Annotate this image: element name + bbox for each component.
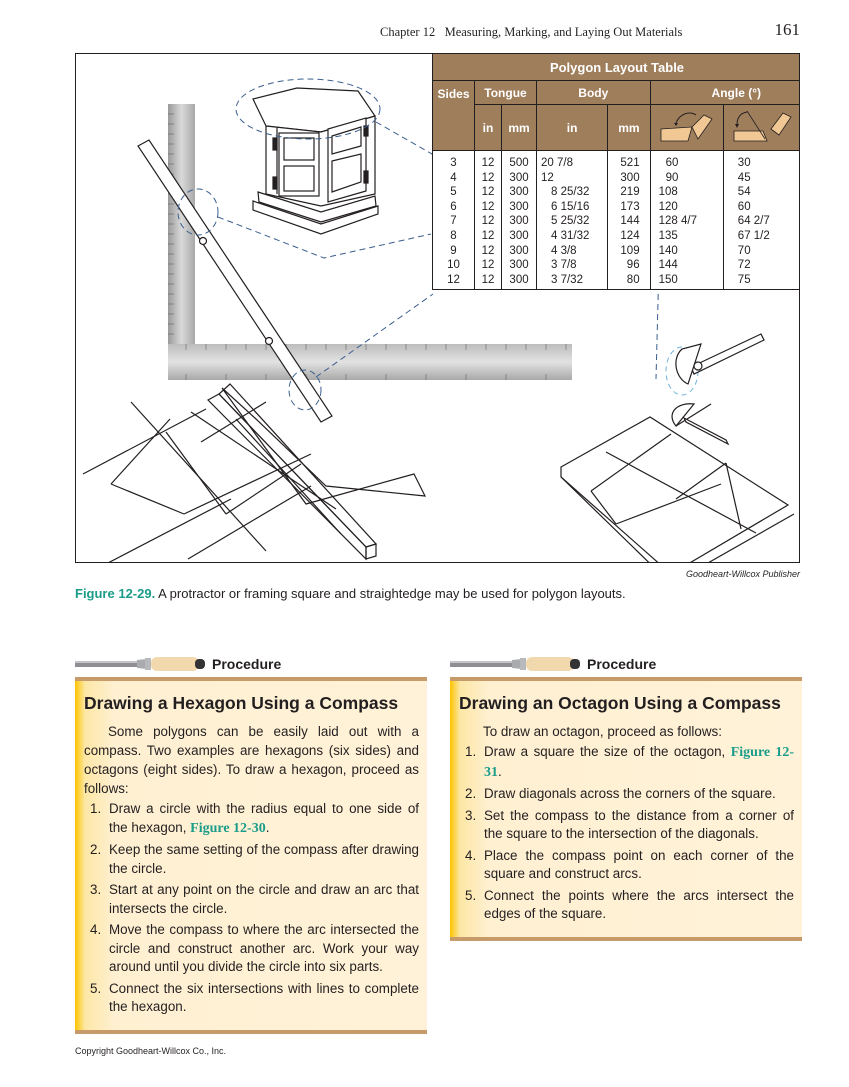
table-row [433, 258, 801, 273]
cell-body-in: 4 31/32 [537, 229, 608, 244]
procedure-step [84, 800, 419, 838]
col-header-tongue: Tongue [475, 81, 537, 105]
cell-body-mm: 219 [608, 185, 650, 200]
cell-sides: 5 [433, 185, 475, 200]
cell-angle-bevel: 54 [723, 185, 800, 200]
figure-12-29 [75, 53, 800, 563]
chapter-number: Chapter 12 [380, 25, 436, 39]
cell-angle-bevel: 45 [723, 171, 800, 186]
procedure-step [84, 921, 419, 977]
procedure-title: Drawing a Hexagon Using a Compass [84, 693, 399, 713]
step-text: Place the compass point on each corner of the square and construct arcs. [484, 847, 794, 881]
cell-body-mm: 144 [608, 214, 650, 229]
col-header-body-mm: mm [608, 105, 650, 151]
copyright-footer: Copyright Goodheart-Willcox Co., Inc. [75, 1046, 227, 1056]
miter-angle-board-icon [658, 109, 716, 143]
procedure-octagon [450, 653, 802, 941]
cell-tongue-mm: 300 [502, 214, 537, 229]
table-row [433, 214, 801, 229]
cell-body-in: 3 7/32 [537, 273, 608, 290]
page-number: 161 [774, 20, 800, 39]
col-header-tongue-mm: mm [502, 105, 537, 151]
chisel-icon [75, 656, 209, 672]
procedure-step [459, 743, 794, 782]
cell-tongue-in: 12 [475, 200, 502, 215]
cell-angle-miter: 108 [650, 185, 723, 200]
cell-tongue-in: 12 [475, 244, 502, 259]
step-text: Draw a circle with the radius equal to one side of the hexagon, [109, 801, 419, 835]
procedure-title: Drawing an Octagon Using a Compass [459, 693, 781, 713]
cell-body-in: 12 [537, 171, 608, 186]
procedure-box [75, 677, 427, 1034]
step-text: Connect the points where the arcs intersect the edges of the square. [484, 887, 794, 921]
figure-caption [75, 586, 626, 601]
cell-angle-miter: 140 [650, 244, 723, 259]
step-text-end: . [498, 763, 502, 779]
step-text: Set the compass to the distance from a corner of the square to the intersection of the diagonals. [484, 807, 794, 841]
cell-angle-miter: 144 [650, 258, 723, 273]
cell-body-mm: 80 [608, 273, 650, 290]
hexagonal-cabinet [253, 88, 378, 234]
procedure-step [84, 881, 419, 918]
procedure-step [459, 785, 794, 804]
cell-tongue-mm: 500 [502, 151, 537, 171]
col-header-angle-miter [650, 105, 723, 151]
cell-body-in: 3 7/8 [537, 258, 608, 273]
cell-tongue-in: 12 [475, 273, 502, 290]
polygon-layout-board-right [561, 404, 794, 563]
cell-angle-miter: 90 [650, 171, 723, 186]
col-header-angle: Angle (°) [650, 81, 800, 105]
cell-tongue-in: 12 [475, 214, 502, 229]
cell-body-mm: 300 [608, 171, 650, 186]
procedure-hexagon [75, 653, 427, 1034]
cell-angle-bevel: 75 [723, 273, 800, 290]
cell-angle-bevel: 60 [723, 200, 800, 215]
cell-body-mm: 109 [608, 244, 650, 259]
step-text: Move the compass to where the arc intersected the circle and construct another arc. Work your way around until you divide the circle into six parts. [109, 922, 419, 974]
cell-sides: 10 [433, 258, 475, 273]
cell-sides: 4 [433, 171, 475, 186]
chapter-heading [380, 25, 682, 40]
cell-tongue-mm: 300 [502, 200, 537, 215]
cell-tongue-in: 12 [475, 151, 502, 171]
cell-body-mm: 173 [608, 200, 650, 215]
chisel-icon [450, 656, 584, 672]
cell-body-mm: 521 [608, 151, 650, 171]
table-row [433, 151, 801, 171]
procedure-box [450, 677, 802, 941]
cell-angle-bevel: 64 2/7 [723, 214, 800, 229]
procedure-intro: To draw an octagon, proceed as follows: [483, 724, 722, 739]
procedure-step [84, 841, 419, 878]
cell-tongue-in: 12 [475, 258, 502, 273]
procedure-header [450, 653, 802, 677]
bevel-angle-board-icon [731, 109, 793, 143]
cell-angle-bevel: 30 [723, 151, 800, 171]
cell-angle-miter: 60 [650, 151, 723, 171]
step-number: 1. [465, 744, 477, 759]
table-row [433, 200, 801, 215]
step-number: 2. [90, 842, 102, 857]
cell-angle-miter: 120 [650, 200, 723, 215]
table-row [433, 244, 801, 259]
col-header-sides-spacer [433, 105, 475, 151]
figure-credit: Goodheart-Willcox Publisher [686, 569, 800, 579]
cell-body-mm: 96 [608, 258, 650, 273]
cell-tongue-mm: 300 [502, 229, 537, 244]
polygon-layout-table [432, 53, 800, 290]
running-head [380, 20, 800, 42]
col-header-sides: Sides [433, 81, 475, 105]
cell-angle-miter: 150 [650, 273, 723, 290]
step-text: Draw diagonals across the corners of the square. [484, 786, 776, 801]
cell-body-in: 6 15/16 [537, 200, 608, 215]
procedure-label: Procedure [212, 656, 282, 672]
col-header-body-in: in [537, 105, 608, 151]
figure-caption-text: A protractor or framing square and straightedge may be used for polygon layouts. [155, 586, 626, 601]
procedure-steps [459, 743, 794, 924]
figure-reference-link[interactable]: Figure 12-31 [484, 745, 794, 780]
step-text: Start at any point on the circle and draw an arc that intersects the circle. [109, 882, 419, 916]
cell-tongue-mm: 300 [502, 185, 537, 200]
step-number: 4. [465, 847, 477, 863]
procedure-step [459, 807, 794, 844]
col-header-angle-bevel [723, 105, 800, 151]
procedure-header [75, 653, 427, 677]
step-text: Draw a square the size of the octagon, [484, 744, 731, 759]
cell-sides: 9 [433, 244, 475, 259]
table-row [433, 171, 801, 186]
cell-angle-bevel: 70 [723, 244, 800, 259]
procedure-intro: Some polygons can be easily laid out with a compass. Two examples are hexagons (six sides) and octagons (eight sides). To draw a hexagon, proceed as follows: [84, 724, 419, 796]
procedure-label: Procedure [587, 656, 657, 672]
table-row [433, 185, 801, 200]
figure-reference-link[interactable]: Figure 12-30 [190, 820, 266, 836]
cell-angle-bevel: 72 [723, 258, 800, 273]
procedure-steps [84, 800, 419, 1017]
procedure-step [459, 847, 794, 884]
cell-body-in: 5 25/32 [537, 214, 608, 229]
cell-sides: 3 [433, 151, 475, 171]
figure-caption-label: Figure 12-29. [75, 586, 156, 601]
polygon-layout-board-left [83, 384, 425, 563]
cell-tongue-in: 12 [475, 185, 502, 200]
step-text-end: . [265, 819, 270, 835]
table-row [433, 229, 801, 244]
chapter-title: Measuring, Marking, and Laying Out Materials [444, 25, 683, 39]
col-header-body: Body [537, 81, 651, 105]
cell-body-in: 4 3/8 [537, 244, 608, 259]
cell-tongue-mm: 300 [502, 273, 537, 290]
cell-tongue-mm: 300 [502, 244, 537, 259]
cell-angle-miter: 135 [650, 229, 723, 244]
step-number: 5. [465, 887, 477, 903]
cell-angle-bevel: 67 1/2 [723, 229, 800, 244]
cell-sides: 7 [433, 214, 475, 229]
step-text: Connect the six intersections with lines to complete the hexagon. [109, 980, 419, 1014]
step-number: 1. [90, 801, 102, 816]
cell-sides: 12 [433, 273, 475, 290]
step-text: Keep the same setting of the compass after drawing the circle. [109, 842, 419, 876]
step-number: 2. [465, 786, 477, 801]
cell-tongue-in: 12 [475, 171, 502, 186]
table-title: Polygon Layout Table [433, 54, 801, 81]
cell-body-mm: 124 [608, 229, 650, 244]
protractor [676, 334, 764, 384]
cell-body-in: 20 7/8 [537, 151, 608, 171]
procedure-step [84, 980, 419, 1017]
cell-sides: 6 [433, 200, 475, 215]
cell-tongue-mm: 300 [502, 171, 537, 186]
cell-angle-miter: 128 4/7 [650, 214, 723, 229]
cell-tongue-in: 12 [475, 229, 502, 244]
cell-body-in: 8 25/32 [537, 185, 608, 200]
cell-tongue-mm: 300 [502, 258, 537, 273]
step-number: 3. [90, 882, 102, 897]
step-number: 3. [465, 807, 477, 823]
cell-sides: 8 [433, 229, 475, 244]
step-number: 5. [90, 980, 102, 996]
procedure-step [459, 887, 794, 924]
col-header-tongue-in: in [475, 105, 502, 151]
table-row [433, 273, 801, 290]
step-number: 4. [90, 922, 102, 937]
